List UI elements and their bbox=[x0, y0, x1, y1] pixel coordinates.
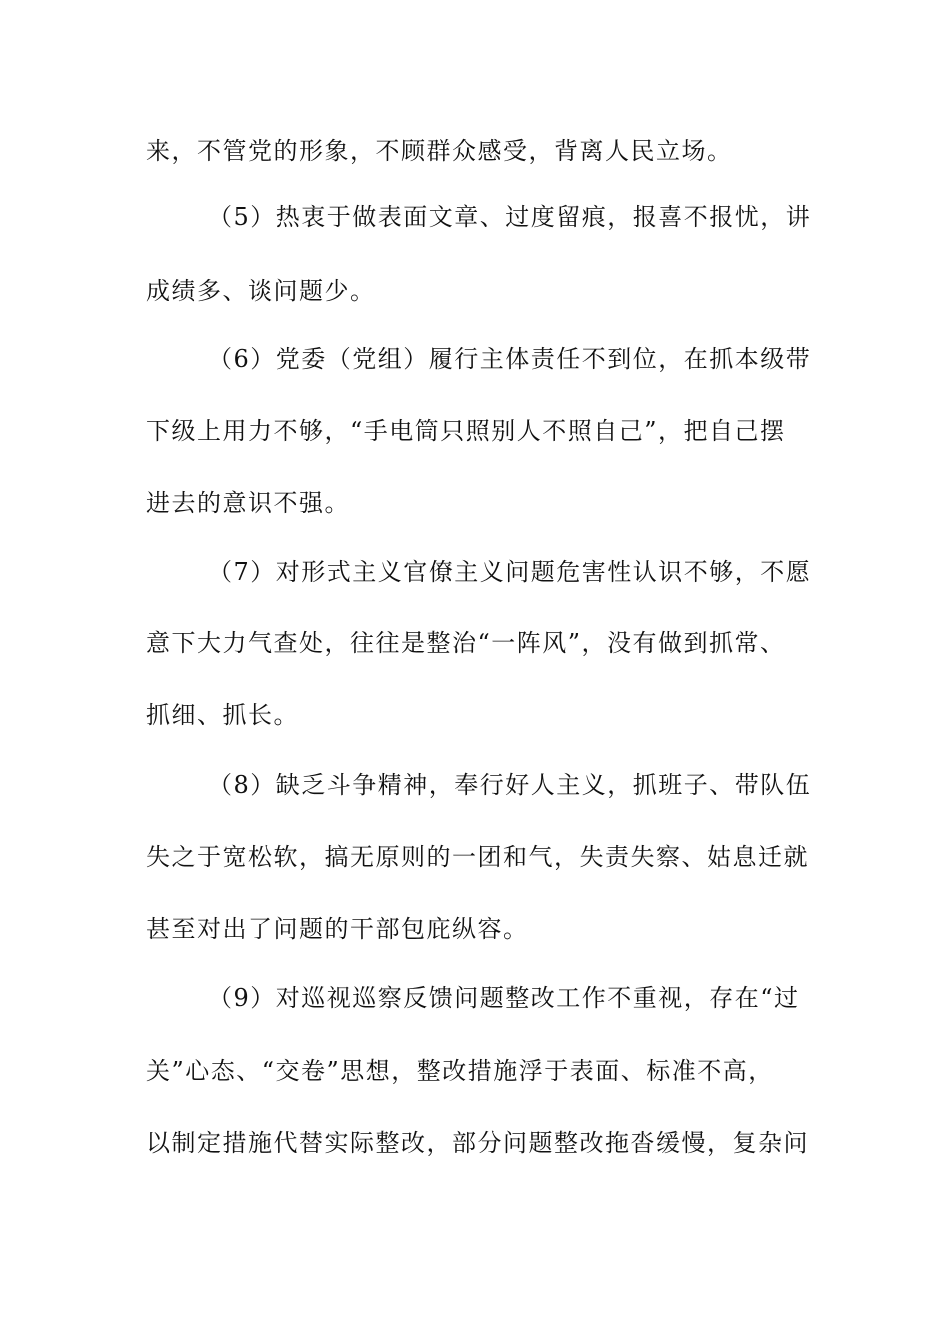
paragraph-line: 意下大力气查处，往往是整治“一阵风”，没有做到抓常、 bbox=[146, 629, 786, 657]
paragraph-line-item-7-start: （7）对形式主义官僚主义问题危害性认识不够，不愿 bbox=[208, 558, 812, 586]
paragraph-line: 甚至对出了问题的干部包庇纵容。 bbox=[146, 915, 529, 943]
paragraph-line: 进去的意识不强。 bbox=[146, 489, 350, 517]
paragraph-line: 抓细、抓长。 bbox=[146, 701, 299, 729]
paragraph-line: 成绩多、谈问题少。 bbox=[146, 277, 376, 305]
paragraph-line: 关”心态、“交卷”思想，整改措施浮于表面、标准不高， bbox=[146, 1057, 774, 1085]
paragraph-line: 以制定措施代替实际整改，部分问题整改拖沓缓慢，复杂问 bbox=[146, 1129, 809, 1157]
paragraph-line: 下级上用力不够，“手电筒只照别人不照自己”，把自己摆 bbox=[146, 417, 786, 445]
paragraph-line: 失之于宽松软，搞无原则的一团和气，失责失察、姑息迁就 bbox=[146, 843, 809, 871]
paragraph-line: 来，不管党的形象，不顾群众感受，背离人民立场。 bbox=[146, 137, 733, 165]
paragraph-line-item-9-start: （9）对巡视巡察反馈问题整改工作不重视，存在“过 bbox=[208, 984, 800, 1012]
paragraph-line-item-5-start: （5）热衷于做表面文章、过度留痕，报喜不报忧，讲 bbox=[208, 203, 812, 231]
paragraph-line-item-8-start: （8）缺乏斗争精神，奉行好人主义，抓班子、带队伍 bbox=[208, 771, 812, 799]
paragraph-line-item-6-start: （6）党委（党组）履行主体责任不到位，在抓本级带 bbox=[208, 345, 812, 373]
